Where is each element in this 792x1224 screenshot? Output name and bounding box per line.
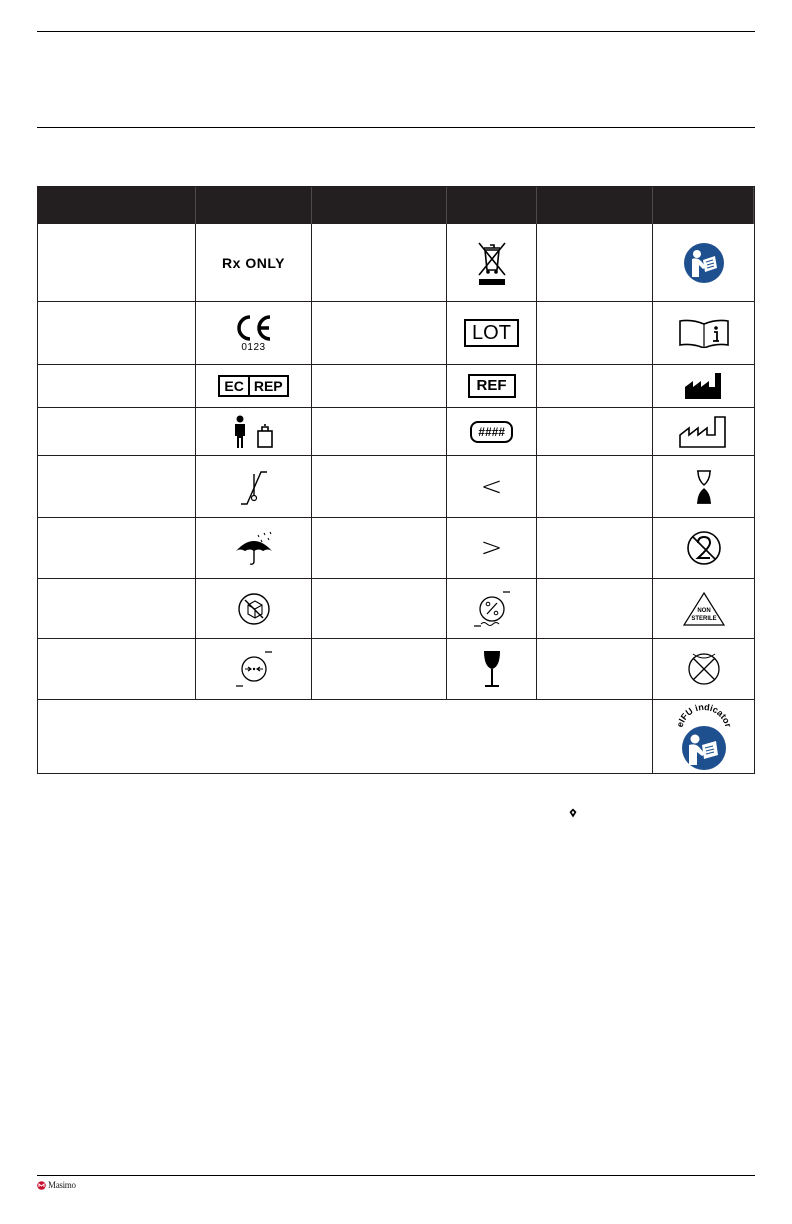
table-cell bbox=[196, 456, 312, 518]
table-cell bbox=[38, 456, 196, 518]
table-cell bbox=[537, 639, 653, 700]
small-symbol-icon bbox=[569, 808, 577, 818]
rx-only-symbol: Rx ONLY bbox=[222, 254, 285, 271]
table-cell bbox=[38, 639, 196, 700]
table-cell bbox=[38, 302, 196, 365]
table-cell bbox=[653, 302, 754, 365]
factory-filled-icon bbox=[683, 371, 725, 401]
svg-text:eIFU indicator bbox=[674, 702, 733, 729]
symbols-table bbox=[37, 186, 755, 774]
non-sterile-icon bbox=[682, 591, 726, 627]
table-cell bbox=[447, 365, 537, 408]
header-band bbox=[37, 32, 755, 127]
logo-wordmark: Masimo bbox=[48, 1180, 76, 1190]
table-header-description-2 bbox=[447, 187, 537, 224]
table-cell bbox=[653, 408, 754, 456]
humidity-limit-icon bbox=[472, 590, 512, 628]
table-header-description-3 bbox=[653, 187, 754, 224]
table-cell bbox=[312, 365, 447, 408]
table-cell bbox=[312, 408, 447, 456]
factory-outline-icon bbox=[678, 415, 730, 449]
table-cell bbox=[196, 639, 312, 700]
table-cell bbox=[653, 518, 754, 579]
table-cell bbox=[447, 639, 537, 700]
table-cell bbox=[537, 224, 653, 302]
do-not-reuse-icon bbox=[686, 530, 722, 566]
table-cell bbox=[312, 302, 447, 365]
temperature-limit-icon bbox=[239, 468, 269, 506]
keep-dry-icon bbox=[232, 529, 276, 567]
table-header-symbol-1 bbox=[38, 187, 196, 224]
table-header-description-1 bbox=[196, 187, 312, 224]
less-than-symbol: < bbox=[480, 471, 503, 502]
table-cell bbox=[312, 456, 447, 518]
ce-mark-icon bbox=[234, 314, 274, 342]
table-cell bbox=[447, 408, 537, 456]
table-cell bbox=[196, 302, 312, 365]
table-cell bbox=[196, 224, 312, 302]
table-cell bbox=[312, 639, 447, 700]
table-cell bbox=[196, 408, 312, 456]
non-label: NON bbox=[696, 607, 711, 614]
no-latex-icon bbox=[687, 652, 721, 686]
sterile-label: STERILE bbox=[690, 615, 717, 622]
table-cell bbox=[447, 224, 537, 302]
table-cell bbox=[447, 579, 537, 639]
table-cell bbox=[196, 518, 312, 579]
greater-than-symbol: > bbox=[480, 533, 503, 563]
table-cell bbox=[537, 365, 653, 408]
table-header-symbol-2 bbox=[312, 187, 447, 224]
table-cell bbox=[312, 579, 447, 639]
table-cell bbox=[38, 518, 196, 579]
catalog-number-symbol: #### bbox=[470, 421, 513, 443]
masimo-logo bbox=[37, 1180, 76, 1190]
eifu-note bbox=[38, 700, 653, 773]
table-cell bbox=[196, 579, 312, 639]
lot-symbol: LOT bbox=[464, 319, 519, 347]
table-cell bbox=[653, 456, 754, 518]
crossed-bin-icon bbox=[474, 239, 510, 287]
instructions-book-icon bbox=[678, 318, 730, 348]
do-not-use-damaged-icon bbox=[237, 592, 271, 626]
ref-symbol: REF bbox=[468, 374, 516, 398]
rep-label: REP bbox=[248, 377, 287, 395]
table-cell bbox=[196, 365, 312, 408]
eifu-indicator-icon bbox=[674, 702, 734, 772]
table-cell bbox=[312, 224, 447, 302]
table-cell bbox=[537, 408, 653, 456]
table-header-symbol-3 bbox=[537, 187, 653, 224]
section-rule bbox=[37, 127, 755, 128]
table-cell bbox=[653, 700, 754, 773]
table-cell bbox=[38, 224, 196, 302]
eifu-label: eIFU indicator bbox=[674, 701, 733, 728]
table-cell bbox=[653, 224, 754, 302]
ce-notified-body: 0123 bbox=[241, 341, 266, 353]
table-cell bbox=[537, 579, 653, 639]
consult-ifu-blue-icon bbox=[682, 241, 726, 285]
logo-mark-icon bbox=[37, 1181, 46, 1190]
fragile-icon bbox=[480, 649, 504, 689]
table-cell bbox=[537, 518, 653, 579]
use-by-icon bbox=[694, 469, 714, 505]
ec-label: EC bbox=[224, 378, 244, 394]
table-cell bbox=[312, 518, 447, 579]
pressure-limit-icon bbox=[234, 650, 274, 688]
table-cell bbox=[653, 365, 754, 408]
table-cell bbox=[38, 408, 196, 456]
table-cell bbox=[653, 639, 754, 700]
table-cell bbox=[447, 456, 537, 518]
footer-rule bbox=[37, 1175, 755, 1176]
ec-rep-symbol bbox=[218, 375, 288, 397]
table-cell bbox=[653, 579, 754, 639]
table-cell bbox=[38, 365, 196, 408]
table-cell bbox=[447, 302, 537, 365]
table-cell bbox=[537, 302, 653, 365]
person-weight-icon bbox=[230, 415, 278, 449]
table-cell bbox=[447, 518, 537, 579]
table-cell bbox=[38, 579, 196, 639]
table-cell bbox=[537, 456, 653, 518]
